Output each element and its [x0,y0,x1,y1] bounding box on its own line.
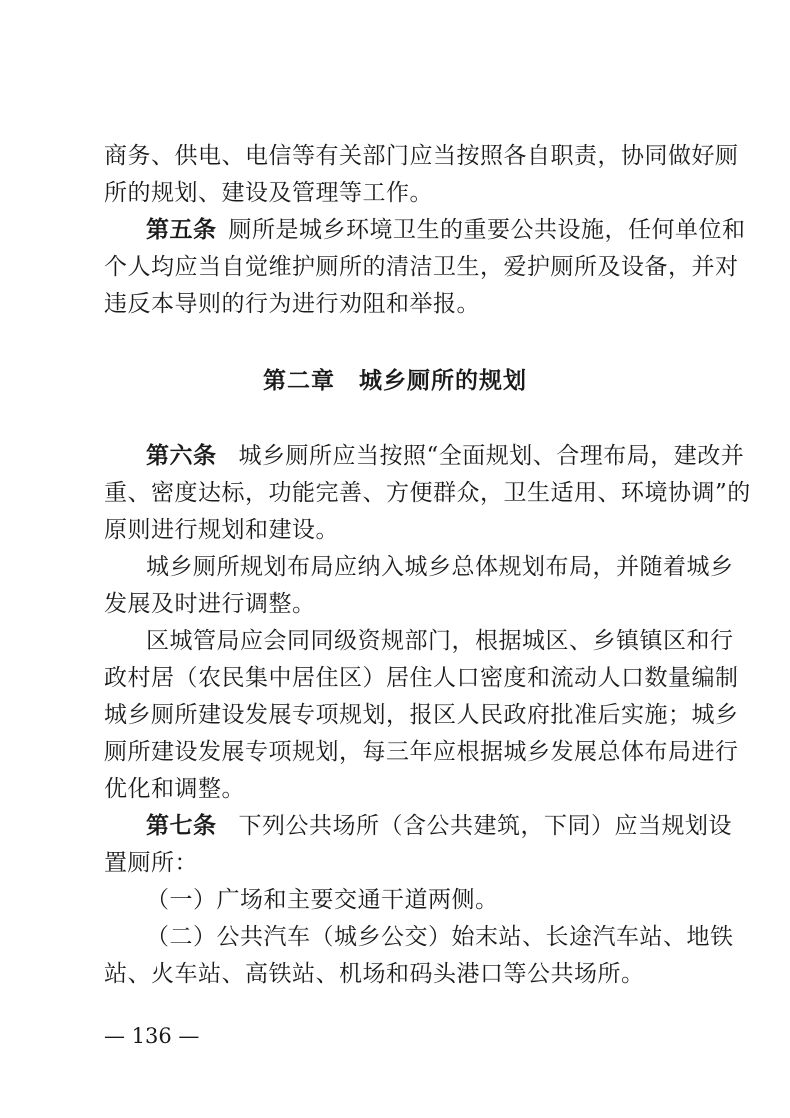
paragraph-line: 违反本导则的行为进行劝阻和举报。 [104,291,480,317]
article-7-text: 下列公共场所（含公共建筑，下同）应当规划设 [238,813,732,839]
chapter-number: 第二章 [263,368,335,394]
chapter-title: 城乡厕所的规划 [359,368,527,394]
article-7-label: 第七条 [146,813,217,839]
paragraph-line: 个人均应当自觉维护厕所的清洁卫生，爱护厕所及设备，并对 [104,254,739,280]
paragraph-line: 城乡厕所建设发展专项规划，报区人民政府批准后实施；城乡 [104,702,739,728]
article-6-label: 第六条 [146,443,217,469]
paragraph-line: 厕所建设发展专项规划，每三年应根据城乡发展总体布局进行 [104,739,739,765]
article-6-line [146,441,744,471]
paragraph-line: 重、密度达标，功能完善、方便群众，卫生适用、环境协调”的 [104,480,751,506]
paragraph-line: 所的规划、建设及管理等工作。 [104,180,433,206]
article-7-line [146,811,732,841]
paragraph-line: 置厕所： [104,850,198,876]
paragraph-line: 政村居（农民集中居住区）居住人口密度和流动人口数量编制 [104,665,739,691]
paragraph-line: 城乡厕所规划布局应纳入城乡总体规划布局，并随着城乡 [146,554,734,580]
paragraph-line: 优化和调整。 [104,776,245,802]
list-item: （二）公共汽车（城乡公交）始末站、长途汽车站、地铁 [146,924,734,950]
paragraph-line: 发展及时进行调整。 [104,591,316,617]
paragraph-line: 站、火车站、高铁站、机场和码头港口等公共场所。 [104,961,645,987]
article-5-text: 厕所是城乡环境卫生的重要公共设施，任何单位和 [228,217,746,243]
list-item: （一）广场和主要交通干道两侧。 [146,887,499,913]
article-5-label: 第五条 [146,217,217,243]
article-5-line [146,215,746,245]
paragraph-line: 区城管局应会同同级资规部门，根据城区、乡镇镇区和行 [146,628,734,654]
paragraph-line: 原则进行规划和建设。 [104,517,339,543]
article-6-text: 城乡厕所应当按照“全面规划、合理布局，建改并 [238,443,745,469]
chapter-heading [0,366,790,396]
paragraph-line: 商务、供电、电信等有关部门应当按照各自职责，协同做好厕 [104,143,739,169]
page-number: — 136 — [104,1024,200,1048]
